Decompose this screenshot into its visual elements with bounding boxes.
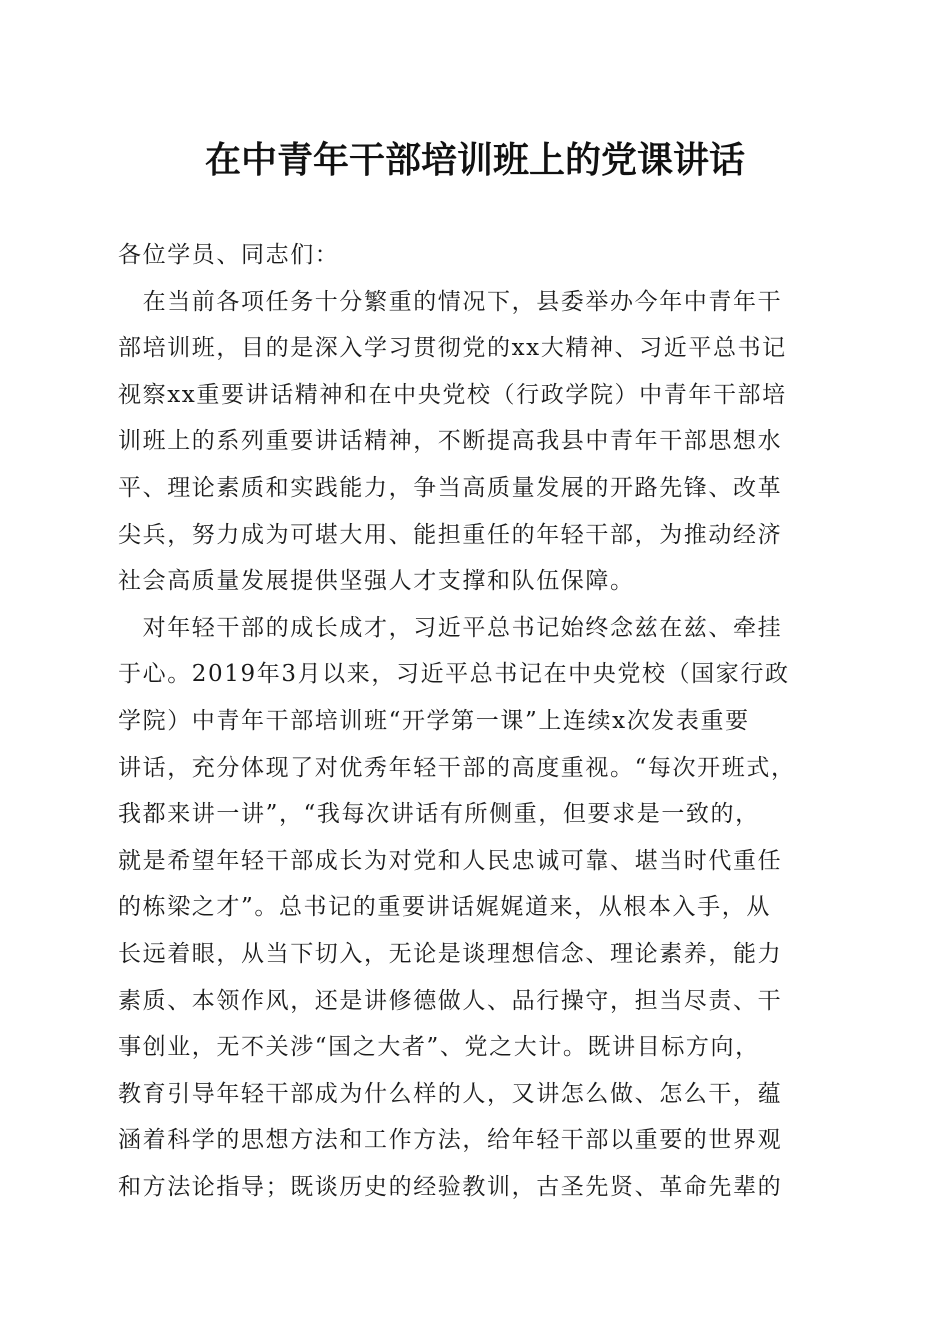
text-line: 涵着科学的思想方法和工作方法，给年轻干部以重要的世界观 — [118, 1127, 783, 1154]
text-line: 于心。2019年3月以来，习近平总书记在中央党校（国家行政 — [118, 661, 790, 688]
text-line: 讲话，充分体现了对优秀年轻干部的高度重视。“每次开班式， — [118, 754, 796, 781]
text-line: 素质、本领作风，还是讲修德做人、品行操守，担当尽责、干 — [118, 987, 783, 1014]
text-line: 在当前各项任务十分繁重的情况下，县委举办今年中青年干 — [118, 288, 783, 315]
text-line: 长远着眼，从当下切入，无论是谈理想信念、理论素养，能力 — [118, 940, 783, 967]
paragraph-1 — [118, 279, 830, 605]
text-line: 尖兵，努力成为可堪大用、能担重任的年轻干部，为推动经济 — [118, 521, 783, 548]
text-line: 的栋梁之才”。总书记的重要讲话娓娓道来，从根本入手，从 — [118, 894, 771, 921]
text-line: 我都来讲一讲”，“我每次讲话有所侧重，但要求是一致的， — [118, 801, 760, 828]
text-line: 社会高质量发展提供坚强人才支撑和队伍保障。 — [118, 568, 635, 595]
document-title: 在中青年干部培训班上的党课讲话 — [204, 139, 745, 181]
paragraph-2 — [118, 605, 830, 1211]
text-line: 部培训班，目的是深入学习贯彻党的xx大精神、习近平总书记 — [118, 335, 787, 362]
text-line: 平、理论素质和实践能力，争当高质量发展的开路先锋、改革 — [118, 474, 783, 501]
text-line: 视察xx重要讲话精神和在中央党校（行政学院）中青年干部培 — [118, 381, 787, 408]
text-line: 事创业，无不关涉“国之大者”、党之大计。既讲目标方向， — [118, 1034, 760, 1061]
text-line: 训班上的系列重要讲话精神，不断提高我县中青年干部思想水 — [118, 428, 783, 455]
text-line: 教育引导年轻干部成为什么样的人，又讲怎么做、怎么干，蕴 — [118, 1080, 783, 1107]
text-line: 学院）中青年干部培训班“开学第一课”上连续x次发表重要 — [118, 707, 750, 734]
text-line: 就是希望年轻干部成长为对党和人民忠诚可靠、堪当时代重任 — [118, 847, 783, 874]
document-body — [118, 232, 830, 1210]
text-line: 对年轻干部的成长成才，习近平总书记始终念兹在兹、牵挂 — [118, 614, 783, 641]
salutation: 各位学员、同志们： — [118, 242, 340, 268]
text-line: 和方法论指导；既谈历史的经验教训，古圣先贤、革命先辈的 — [118, 1173, 783, 1200]
